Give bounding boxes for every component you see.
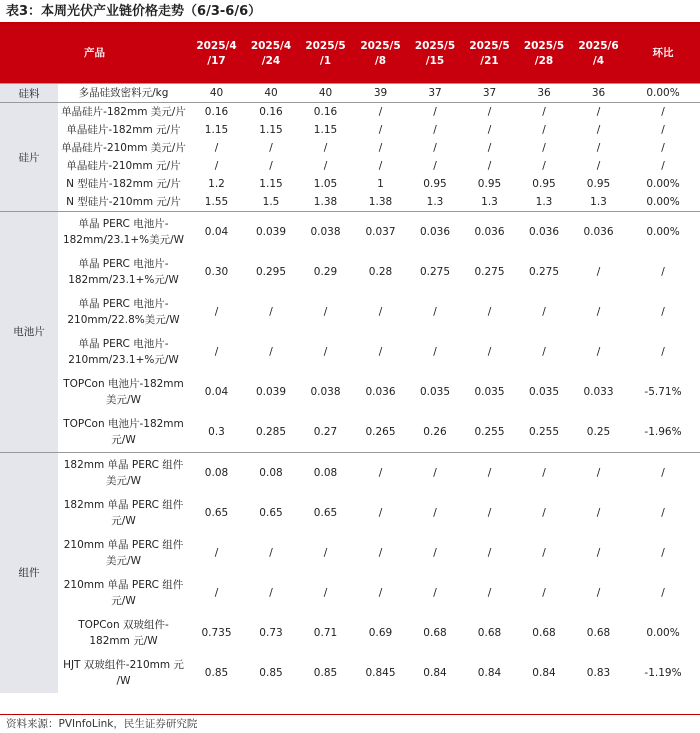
value-cell: 0.255 bbox=[474, 426, 505, 438]
value-cell: / bbox=[596, 507, 601, 519]
item-line2: 182mm/23.1+%美元/W bbox=[62, 234, 185, 246]
item-cell bbox=[58, 573, 189, 613]
value-cell: / bbox=[596, 346, 601, 358]
value-cell: 0.84 bbox=[532, 667, 556, 679]
value-cell: 0.68 bbox=[586, 627, 611, 639]
value-cell: 36 bbox=[517, 84, 571, 103]
table-row bbox=[0, 212, 700, 253]
value-cell: / bbox=[433, 587, 437, 599]
change-cell: 0.00% bbox=[626, 84, 700, 103]
header-date-line2: /21 bbox=[480, 54, 499, 67]
value-cell: 0.285 bbox=[255, 426, 287, 438]
value-cell: 1.15 bbox=[259, 124, 283, 136]
value-cell: / bbox=[487, 142, 492, 154]
value-cell: 0.26 bbox=[423, 426, 447, 438]
value-cell: / bbox=[462, 103, 517, 122]
value-cell: 0.039 bbox=[255, 386, 287, 398]
value-cell: / bbox=[214, 346, 219, 358]
value-cell: / bbox=[433, 160, 437, 172]
item-line2: 182mm 元/W bbox=[89, 635, 158, 647]
value-cell: 0.036 bbox=[571, 212, 626, 253]
item-line2: 210mm/23.1+%元/W bbox=[68, 354, 179, 366]
value-cell: 0.08 bbox=[298, 453, 353, 494]
value-cell: / bbox=[378, 547, 383, 559]
header-date-line1: 2025/4 bbox=[250, 39, 292, 52]
value-cell: 1.3 bbox=[590, 196, 607, 208]
item-line1: 210mm 单晶 PERC 组件 bbox=[63, 539, 184, 551]
value-cell: 0.04 bbox=[204, 386, 229, 398]
header-date bbox=[298, 24, 353, 84]
table-row bbox=[0, 372, 700, 412]
change-cell: 0.00% bbox=[626, 212, 700, 253]
item-cell bbox=[58, 212, 189, 253]
value-cell: / bbox=[323, 587, 328, 599]
value-cell: 0.65 bbox=[259, 507, 283, 519]
header-date-line2: /15 bbox=[425, 54, 445, 67]
value-cell: 1.55 bbox=[204, 196, 229, 208]
item-line1: 单晶 PERC 电池片- bbox=[78, 218, 169, 230]
table-row bbox=[0, 157, 700, 175]
header-date bbox=[244, 24, 298, 84]
item-cell bbox=[58, 533, 189, 573]
header-date-line1: 2025/5 bbox=[414, 39, 456, 52]
table-row bbox=[0, 653, 700, 693]
item-line2: 美元/W bbox=[106, 394, 141, 406]
header-date bbox=[571, 24, 626, 84]
value-cell: / bbox=[571, 103, 626, 122]
value-cell: 1.2 bbox=[208, 178, 225, 190]
value-cell: / bbox=[378, 142, 383, 154]
change-cell: / bbox=[661, 124, 665, 136]
value-cell: 0.038 bbox=[310, 386, 341, 398]
item-line1: TOPCon 电池片-182mm bbox=[63, 378, 184, 390]
value-cell: / bbox=[408, 453, 462, 494]
value-cell: 40 bbox=[189, 84, 244, 103]
value-cell: / bbox=[542, 124, 546, 136]
value-cell: / bbox=[571, 453, 626, 494]
value-cell: 0.16 bbox=[298, 103, 353, 122]
value-cell: 0.69 bbox=[368, 627, 393, 639]
category-cell: 组件 bbox=[0, 453, 58, 694]
change-cell: / bbox=[661, 142, 665, 154]
value-cell: 0.036 bbox=[365, 386, 396, 398]
value-cell: 1.15 bbox=[204, 124, 229, 136]
table-header bbox=[0, 24, 700, 84]
value-cell: 0.84 bbox=[423, 667, 447, 679]
value-cell: 36 bbox=[571, 84, 626, 103]
change-cell: -5.71% bbox=[644, 386, 682, 398]
value-cell: / bbox=[269, 547, 273, 559]
value-cell: 0.27 bbox=[313, 426, 338, 438]
value-cell: 0.68 bbox=[423, 627, 447, 639]
header-date bbox=[408, 24, 462, 84]
item-cell bbox=[58, 332, 189, 372]
header-date-line2: /17 bbox=[207, 54, 226, 67]
value-cell: / bbox=[596, 124, 601, 136]
change-cell: 0.00% bbox=[646, 196, 680, 208]
value-cell: / bbox=[596, 547, 601, 559]
value-cell: 0.85 bbox=[204, 667, 229, 679]
change-cell: / bbox=[661, 346, 665, 358]
value-cell: / bbox=[433, 507, 437, 519]
header-date bbox=[189, 24, 244, 84]
value-cell: / bbox=[378, 306, 383, 318]
value-cell: 1.3 bbox=[535, 196, 553, 208]
value-cell: 0.036 bbox=[462, 212, 517, 253]
value-cell: / bbox=[353, 103, 408, 122]
value-cell: 0.95 bbox=[532, 178, 556, 190]
change-cell: 0.00% bbox=[646, 627, 680, 639]
value-cell: 0.65 bbox=[313, 507, 338, 519]
change-cell: / bbox=[661, 160, 665, 172]
header-date-line2: /8 bbox=[374, 54, 387, 67]
value-cell: 39 bbox=[353, 84, 408, 103]
table-row bbox=[0, 193, 700, 212]
value-cell: 0.65 bbox=[204, 507, 229, 519]
value-cell: / bbox=[487, 587, 492, 599]
header-date-line2: /24 bbox=[261, 54, 281, 67]
value-cell: 37 bbox=[462, 84, 517, 103]
value-cell: 0.036 bbox=[517, 212, 571, 253]
table-row bbox=[0, 493, 700, 533]
value-cell: / bbox=[269, 160, 273, 172]
value-cell: / bbox=[323, 306, 328, 318]
table-body bbox=[0, 84, 700, 694]
value-cell: 1.05 bbox=[313, 178, 338, 190]
item-line1: TOPCon 双玻组件- bbox=[78, 619, 169, 631]
item-cell: 单晶硅片-182mm 元/片 bbox=[66, 124, 181, 136]
item-cell bbox=[58, 613, 189, 653]
value-cell: 0.85 bbox=[259, 667, 283, 679]
change-cell: / bbox=[661, 587, 665, 599]
item-line1: 单晶 PERC 电池片- bbox=[78, 298, 169, 310]
table-row bbox=[0, 121, 700, 139]
table-row bbox=[0, 103, 700, 122]
value-cell: / bbox=[542, 142, 546, 154]
change-cell: / bbox=[661, 507, 665, 519]
value-cell: 0.16 bbox=[244, 103, 298, 122]
item-cell bbox=[58, 653, 189, 693]
value-cell: 0.73 bbox=[259, 627, 283, 639]
value-cell: 1.38 bbox=[368, 196, 393, 208]
value-cell: / bbox=[542, 346, 546, 358]
change-cell: / bbox=[661, 547, 665, 559]
item-cell bbox=[58, 252, 189, 292]
item-line1: 单晶 PERC 电池片- bbox=[78, 338, 169, 350]
header-date-line1: 2025/4 bbox=[196, 39, 237, 52]
value-cell: / bbox=[487, 346, 492, 358]
header-product: 产品 bbox=[0, 24, 189, 84]
value-cell: 0.28 bbox=[368, 266, 393, 278]
change-cell: 0.00% bbox=[646, 178, 680, 190]
table-row bbox=[0, 573, 700, 613]
value-cell: / bbox=[433, 306, 437, 318]
item-line1: 单晶 PERC 电池片- bbox=[78, 258, 169, 270]
value-cell: 0.735 bbox=[201, 627, 232, 639]
price-table bbox=[0, 24, 700, 693]
item-cell: 单晶硅片-210mm 元/片 bbox=[66, 160, 181, 172]
table-row bbox=[0, 332, 700, 372]
value-cell: 0.275 bbox=[419, 266, 451, 278]
item-line2: 美元/W bbox=[106, 555, 141, 567]
category-cell: 硅料 bbox=[0, 84, 58, 103]
value-cell: / bbox=[214, 306, 219, 318]
item-line2: 210mm/22.8%美元/W bbox=[67, 314, 180, 326]
value-cell: / bbox=[487, 306, 492, 318]
value-cell: / bbox=[269, 587, 273, 599]
table-row bbox=[0, 84, 700, 103]
value-cell: 0.036 bbox=[408, 212, 462, 253]
table-row bbox=[0, 412, 700, 453]
header-date-line1: 2025/5 bbox=[469, 39, 510, 52]
value-cell: 0.16 bbox=[189, 103, 244, 122]
value-cell: / bbox=[269, 306, 273, 318]
value-cell: / bbox=[542, 507, 546, 519]
value-cell: 0.30 bbox=[204, 266, 229, 278]
item-cell: 单晶硅片-210mm 美元/片 bbox=[61, 142, 186, 154]
category-cell: 硅片 bbox=[0, 103, 58, 212]
value-cell: / bbox=[596, 160, 601, 172]
value-cell: / bbox=[517, 453, 571, 494]
table-row bbox=[0, 252, 700, 292]
change-cell: / bbox=[661, 306, 665, 318]
value-cell: 40 bbox=[298, 84, 353, 103]
table-row bbox=[0, 175, 700, 193]
value-cell: 0.95 bbox=[477, 178, 502, 190]
value-cell: / bbox=[596, 587, 601, 599]
item-line1: 182mm 单晶 PERC 组件 bbox=[63, 499, 184, 511]
value-cell: / bbox=[323, 346, 328, 358]
value-cell: / bbox=[487, 124, 492, 136]
header-date-line2: /1 bbox=[319, 54, 332, 67]
value-cell: 1.15 bbox=[313, 124, 338, 136]
value-cell: / bbox=[433, 142, 437, 154]
table-row bbox=[0, 613, 700, 653]
change-cell: -1.96% bbox=[644, 426, 682, 438]
value-cell: / bbox=[542, 587, 546, 599]
value-cell: 0.68 bbox=[477, 627, 502, 639]
value-cell: / bbox=[462, 453, 517, 494]
header-date-line1: 2025/5 bbox=[523, 39, 565, 52]
source-note: 资料来源：PVInfoLink，民生证券研究院 bbox=[6, 718, 198, 730]
table-row bbox=[0, 292, 700, 332]
value-cell: 0.3 bbox=[208, 426, 225, 438]
change-cell: / bbox=[661, 266, 665, 278]
item-line2: /W bbox=[116, 675, 131, 687]
item-cell: 单晶硅片-182mm 美元/片 bbox=[58, 103, 189, 122]
item-cell bbox=[58, 292, 189, 332]
value-cell: 0.039 bbox=[244, 212, 298, 253]
header-date-line2: /4 bbox=[592, 54, 605, 67]
value-cell: 1.15 bbox=[259, 178, 283, 190]
value-cell: / bbox=[378, 346, 383, 358]
value-cell: 0.71 bbox=[313, 627, 338, 639]
value-cell: / bbox=[487, 160, 492, 172]
value-cell: / bbox=[378, 507, 383, 519]
value-cell: 0.95 bbox=[423, 178, 447, 190]
value-cell: / bbox=[214, 547, 219, 559]
change-cell: / bbox=[626, 453, 700, 494]
value-cell: 0.25 bbox=[586, 426, 611, 438]
header-date-line1: 2025/5 bbox=[360, 39, 401, 52]
value-cell: / bbox=[517, 103, 571, 122]
value-cell: / bbox=[596, 306, 601, 318]
header-date bbox=[517, 24, 571, 84]
value-cell: / bbox=[378, 587, 383, 599]
value-cell: 0.275 bbox=[528, 266, 560, 278]
item-line1: 210mm 单晶 PERC 组件 bbox=[63, 579, 184, 591]
value-cell: 0.275 bbox=[474, 266, 505, 278]
value-cell: 0.68 bbox=[532, 627, 556, 639]
value-cell: 0.08 bbox=[189, 453, 244, 494]
value-cell: 0.85 bbox=[313, 667, 338, 679]
value-cell: / bbox=[433, 124, 437, 136]
value-cell: 1.3 bbox=[481, 196, 498, 208]
item-line2: 美元/W bbox=[106, 475, 141, 487]
item-cell: N 型硅片-182mm 元/片 bbox=[66, 178, 181, 190]
value-cell: / bbox=[596, 266, 601, 278]
header-date bbox=[353, 24, 408, 84]
value-cell: 40 bbox=[244, 84, 298, 103]
item-cell bbox=[58, 453, 189, 494]
value-cell: 0.265 bbox=[365, 426, 396, 438]
item-cell: N 型硅片-210mm 元/片 bbox=[66, 196, 181, 208]
value-cell: / bbox=[353, 453, 408, 494]
value-cell: / bbox=[433, 547, 437, 559]
value-cell: 0.83 bbox=[586, 667, 611, 679]
item-line2: 元/W bbox=[111, 595, 136, 607]
table-row bbox=[0, 533, 700, 573]
value-cell: 0.255 bbox=[528, 426, 560, 438]
table-row bbox=[0, 453, 700, 494]
item-cell: 多晶硅致密料元/kg bbox=[58, 84, 189, 103]
value-cell: 1.3 bbox=[426, 196, 444, 208]
value-cell: 0.038 bbox=[298, 212, 353, 253]
value-cell: / bbox=[542, 160, 546, 172]
value-cell: 0.95 bbox=[586, 178, 611, 190]
value-cell: / bbox=[542, 547, 546, 559]
category-cell: 电池片 bbox=[0, 212, 58, 453]
item-cell bbox=[58, 493, 189, 533]
value-cell: / bbox=[269, 346, 273, 358]
table-row bbox=[0, 139, 700, 157]
value-cell: / bbox=[542, 306, 546, 318]
value-cell: 0.035 bbox=[419, 386, 451, 398]
item-line1: 182mm 单晶 PERC 组件 bbox=[63, 459, 184, 471]
header-date-line1: 2025/5 bbox=[305, 39, 346, 52]
header-date-line2: /28 bbox=[534, 54, 554, 67]
value-cell: 1 bbox=[377, 178, 384, 190]
value-cell: / bbox=[378, 124, 383, 136]
value-cell: 37 bbox=[408, 84, 462, 103]
value-cell: 0.04 bbox=[189, 212, 244, 253]
header-date-line1: 2025/6 bbox=[578, 39, 619, 52]
item-line1: HJT 双玻组件-210mm 元 bbox=[63, 659, 184, 671]
item-cell bbox=[58, 372, 189, 412]
item-cell bbox=[58, 412, 189, 453]
value-cell: 1.5 bbox=[262, 196, 280, 208]
value-cell: / bbox=[214, 587, 219, 599]
value-cell: / bbox=[214, 160, 219, 172]
value-cell: 0.033 bbox=[583, 386, 614, 398]
value-cell: / bbox=[214, 142, 219, 154]
value-cell: 0.035 bbox=[474, 386, 505, 398]
value-cell: / bbox=[487, 507, 492, 519]
item-line2: 182mm/23.1+%元/W bbox=[68, 274, 179, 286]
change-cell: / bbox=[626, 103, 700, 122]
value-cell: / bbox=[408, 103, 462, 122]
header-change: 环比 bbox=[626, 24, 700, 84]
header-date bbox=[462, 24, 517, 84]
value-cell: 0.037 bbox=[353, 212, 408, 253]
table-title: 表3：本周光伏产业链价格走势（6/3-6/6） bbox=[6, 4, 262, 19]
change-cell: -1.19% bbox=[644, 667, 682, 679]
value-cell: / bbox=[323, 160, 328, 172]
value-cell: / bbox=[378, 160, 383, 172]
value-cell: / bbox=[487, 547, 492, 559]
item-line1: TOPCon 电池片-182mm bbox=[63, 418, 184, 430]
value-cell: 0.29 bbox=[313, 266, 338, 278]
value-cell: 0.84 bbox=[477, 667, 502, 679]
value-cell: 0.295 bbox=[255, 266, 287, 278]
value-cell: 0.08 bbox=[244, 453, 298, 494]
value-cell: / bbox=[596, 142, 601, 154]
source-divider bbox=[0, 714, 700, 715]
item-line2: 元/W bbox=[111, 515, 136, 527]
value-cell: / bbox=[323, 547, 328, 559]
value-cell: / bbox=[323, 142, 328, 154]
value-cell: 0.035 bbox=[528, 386, 560, 398]
value-cell: / bbox=[433, 346, 437, 358]
item-line2: 元/W bbox=[111, 434, 136, 446]
value-cell: 0.845 bbox=[365, 667, 396, 679]
value-cell: 1.38 bbox=[313, 196, 338, 208]
value-cell: / bbox=[269, 142, 273, 154]
